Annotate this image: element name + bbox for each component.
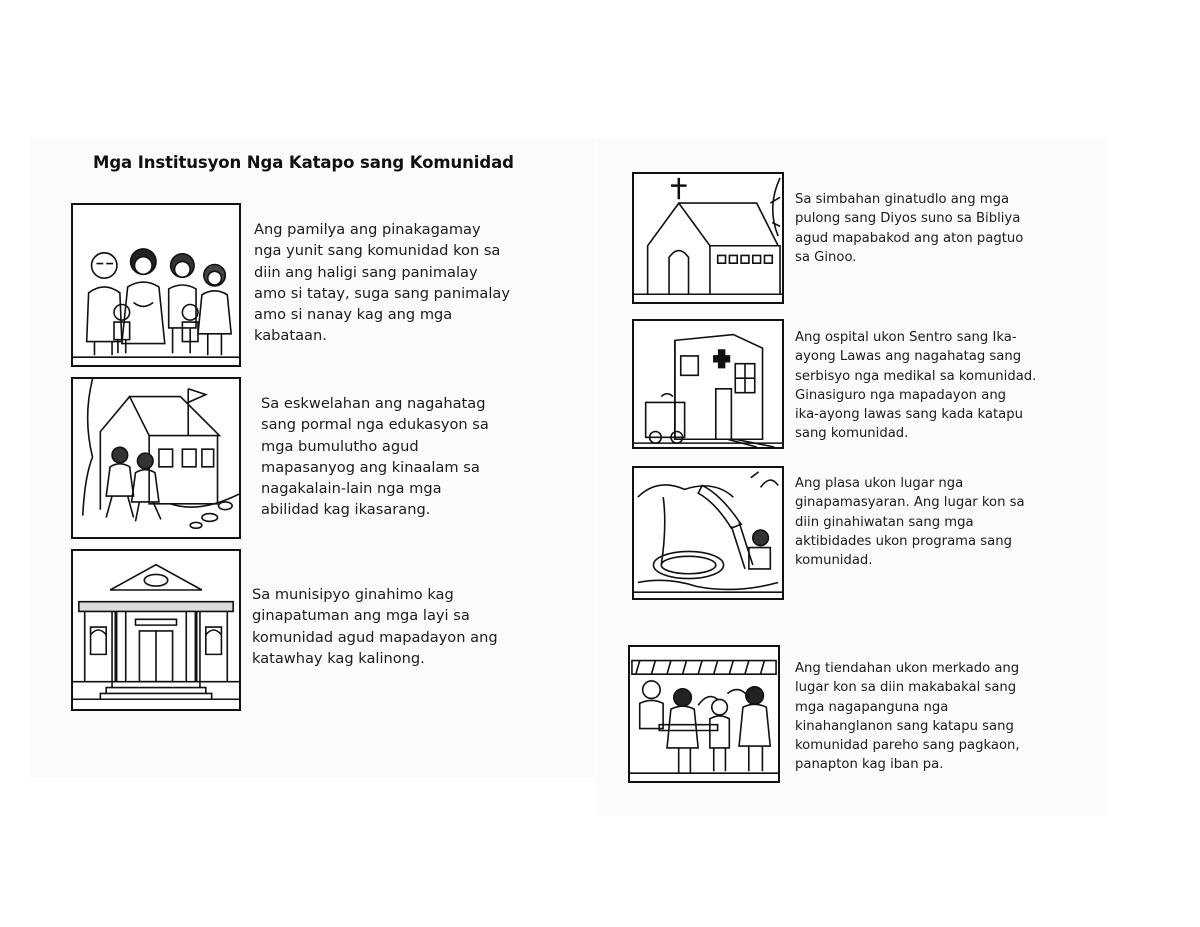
school-description: Sa eskwelahan ang nagahatag sang pormal nga edukasyon sa mga bumulutho agud mapasanyog ang kinaalam sa nagakalain-lain nga mga abilidad kag ikasarang. — [261, 395, 489, 519]
family-description: Ang pamilya ang pinakagamay nga yunit sang komunidad kon sa diin ang haligi sang panimalay amo si tatay, suga sang panimalay amo si nanay kag ang mga kabataan. — [254, 221, 510, 345]
hospital-description: Ang ospital ukon Sentro sang Ika- ayong Lawas ang nagahatag sang serbisyo nga medikal sa komunidad. Ginasiguro nga mapadayon ang ika-ayong lawas sang kada katapu sang komunidad. — [795, 330, 1037, 442]
church-description: Sa simbahan ginatudlo ang mga pulong sang Diyos suno sa Bibliya agud mapabakod ang aton pagtuo sa Ginoo. — [795, 192, 1024, 265]
family-illustration — [71, 203, 241, 367]
plaza-description: Ang plasa ukon lugar nga ginapamasyaran. Ang lugar kon sa diin ginahiwatan sang mga aktibidades ukon programa sang komunidad. — [795, 476, 1025, 569]
church-illustration — [632, 172, 784, 304]
municipal-hall-description: Sa munisipyo ginahimo kag ginapatuman ang mga layi sa komunidad agud mapadayon ang katawhay kag kalinong. — [252, 586, 498, 667]
school-illustration — [71, 377, 241, 539]
municipal-hall-illustration — [71, 549, 241, 711]
page-title: Mga Institusyon Nga Katapo sang Komunidad — [93, 153, 514, 172]
market-illustration — [628, 645, 780, 783]
hospital-illustration — [632, 319, 784, 449]
plaza-illustration — [632, 466, 784, 600]
market-description: Ang tiendahan ukon merkado ang lugar kon sa diin makabakal sang mga nagapanguna nga kinahanglanon sang katapu sang komunidad pareho sang pagkaon, panapton kag iban pa. — [795, 661, 1020, 773]
